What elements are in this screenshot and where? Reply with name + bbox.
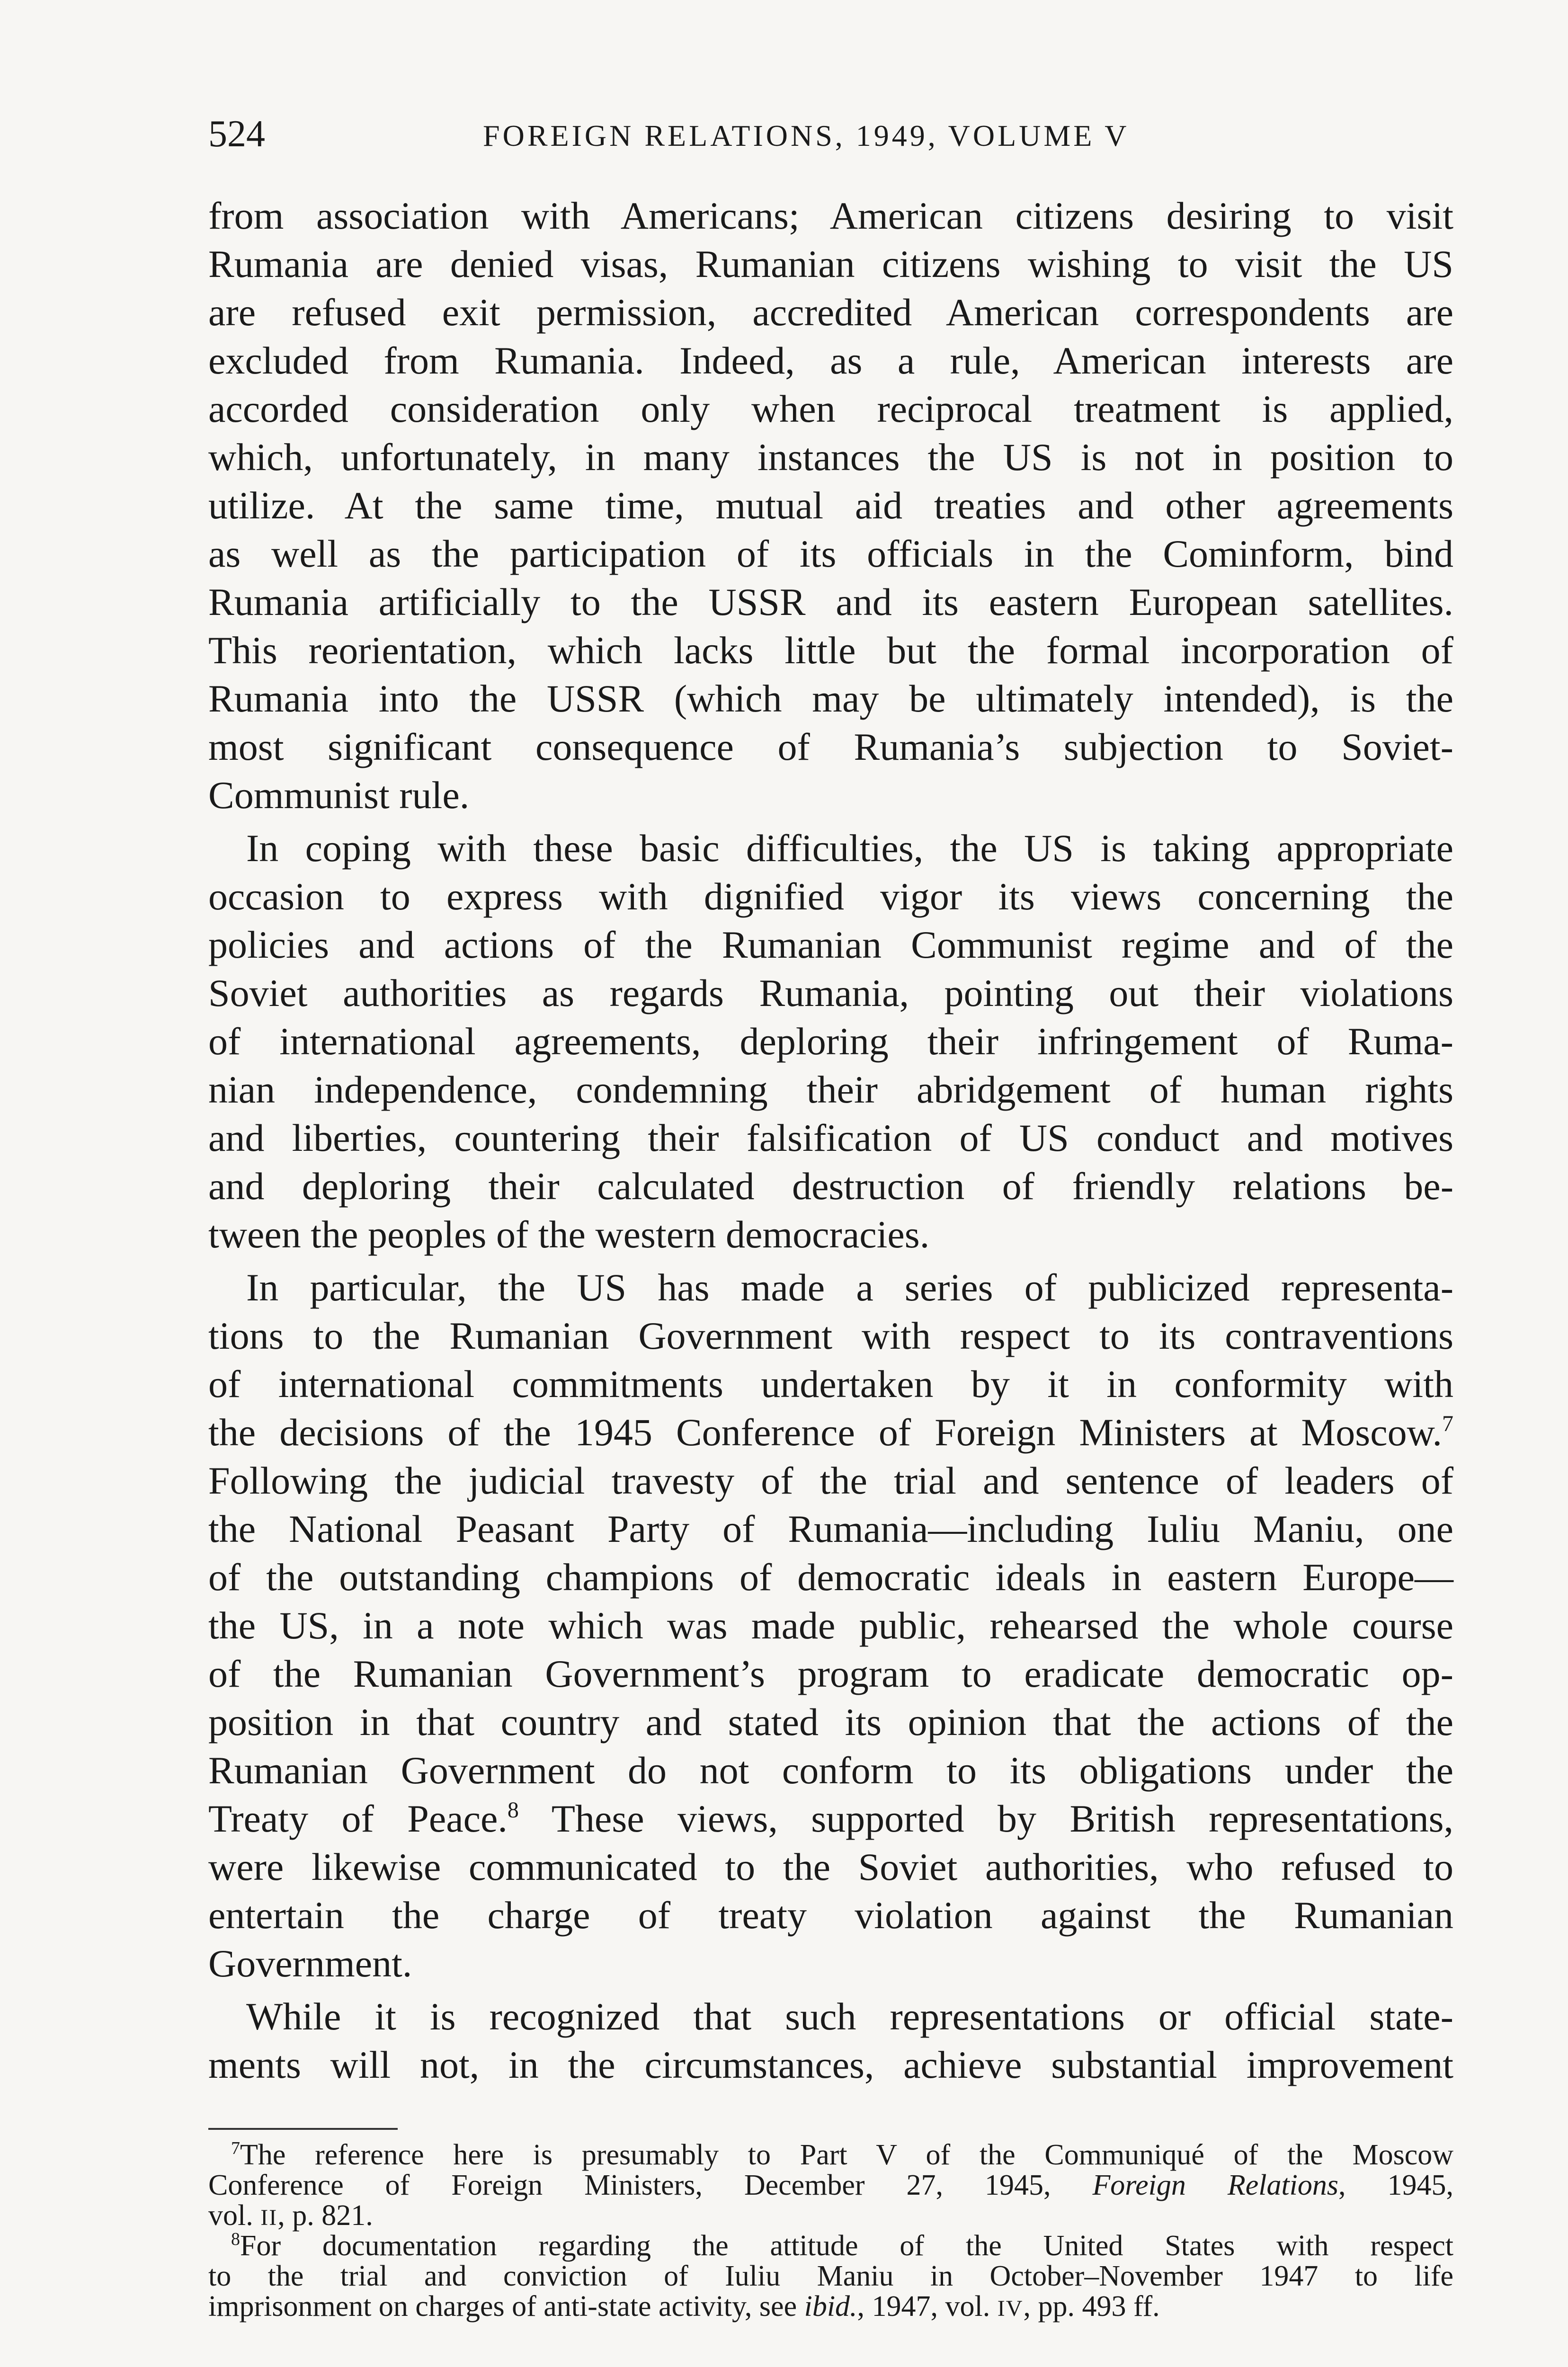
footnote-text: , pp. 493 ff.: [1023, 2290, 1160, 2323]
footnote-text: Conference of Foreign Ministers, December 27, 1945,: [208, 2169, 1093, 2201]
text-line: and liberties, countering their falsification of US conduct and motives: [208, 1116, 1453, 1159]
paragraph-2: [208, 824, 1453, 1259]
paragraph-1: [208, 192, 1453, 819]
text-line: from association with Americans; American citizens desiring to visit: [208, 194, 1453, 237]
text-line: utilize. At the same time, mutual aid treaties and other agreements: [208, 484, 1453, 527]
text-line: and deploring their calculated destruction of friendly relations be-: [208, 1165, 1453, 1208]
footnote-ref-7[interactable]: 7: [1442, 1411, 1453, 1436]
text-line: nian independence, condemning their abridgement of human rights: [208, 1068, 1453, 1111]
footnote-text: imprisonment on charges of anti-state activity, see: [208, 2290, 804, 2323]
footnote-8: [208, 2231, 1453, 2322]
footnote-text: , 1945,: [1338, 2169, 1454, 2201]
text-line: occasion to express with dignified vigor its views concerning the: [208, 875, 1453, 918]
text-line: Rumania into the USSR (which may be ultimately intended), is the: [208, 677, 1453, 720]
text-line: of international commitments undertaken by it in conformity with: [208, 1362, 1453, 1406]
footnote-text: The reference here is presumably to Part V of the Communiqué of the Moscow: [240, 2139, 1453, 2171]
text-line: are refused exit permission, accredited American correspondents are: [208, 291, 1453, 334]
text-line: Rumania artificially to the USSR and its eastern European satellites.: [208, 580, 1453, 623]
footnote-divider: [208, 2128, 398, 2130]
text-line: In coping with these basic difficulties, the US is taking appropriate: [246, 827, 1453, 870]
text-line: Rumanian Government do not conform to its obligations under the: [208, 1749, 1453, 1792]
footnote-text: vol.: [208, 2199, 261, 2232]
footnote-line: [208, 2140, 1453, 2170]
text-line: Following the judicial travesty of the trial and sentence of leaders of: [208, 1459, 1453, 1502]
footnote-line: to the trial and conviction of Iuliu Maniu in October–November 1947 to life: [208, 2260, 1453, 2292]
text-line: This reorientation, which lacks little but the formal incorporation of: [208, 629, 1453, 672]
footnote-volume: IV: [997, 2296, 1024, 2321]
text-line: ments will not, in the circumstances, achieve substantial improvement: [208, 2043, 1453, 2086]
footnote-line: [208, 2291, 1453, 2322]
footnote-7: [208, 2140, 1453, 2231]
text-line: Communist rule.: [208, 774, 470, 817]
footnote-ibid: ibid.: [804, 2290, 857, 2323]
text-line: excluded from Rumania. Indeed, as a rule, American interests are: [208, 339, 1453, 382]
text-line-part: Treaty of Peace.: [208, 1797, 508, 1840]
text-line: of international agreements, deploring their infringement of Ruma-: [208, 1020, 1453, 1063]
footnote-text: , 1947, vol.: [857, 2290, 998, 2323]
text-line: the National Peasant Party of Rumania—including Iuliu Maniu, one: [208, 1507, 1453, 1550]
text-line: [208, 1795, 1453, 1843]
text-line-part: the decisions of the 1945 Conference of Foreign Ministers at Moscow.: [208, 1411, 1442, 1454]
footnote-line: [208, 2170, 1453, 2200]
text-line: While it is recognized that such representations or official state-: [246, 1995, 1453, 2038]
footnote-mark: 8: [231, 2229, 240, 2249]
text-line: [208, 1408, 1453, 1457]
footnote-title: Foreign Relations: [1092, 2169, 1339, 2201]
text-line: of the Rumanian Government’s program to eradicate democratic op-: [208, 1652, 1453, 1695]
text-line: policies and actions of the Rumanian Communist regime and of the: [208, 923, 1453, 966]
footnote-ref-8[interactable]: 8: [507, 1797, 519, 1823]
footnote-line: [208, 2200, 1453, 2231]
body-text: [208, 192, 1453, 2089]
footnotes: [208, 2140, 1453, 2322]
text-line: were likewise communicated to the Soviet authorities, who refused to: [208, 1845, 1453, 1888]
text-line: Soviet authorities as regards Rumania, pointing out their violations: [208, 971, 1453, 1014]
footnote-volume: II: [260, 2205, 278, 2230]
text-line: most significant consequence of Rumania’s subjection to Soviet-: [208, 725, 1453, 768]
text-line-part: These views, supported by British representations,: [518, 1797, 1453, 1840]
text-line: tions to the Rumanian Government with respect to its contraventions: [208, 1314, 1453, 1357]
footnote-text: For documentation regarding the attitude of the United States with respect: [240, 2230, 1453, 2262]
text-line: Rumania are denied visas, Rumanian citizens wishing to visit the US: [208, 242, 1453, 285]
text-line: In particular, the US has made a series of publicized representa-: [246, 1266, 1453, 1309]
text-line: as well as the participation of its officials in the Cominform, bind: [208, 532, 1453, 575]
footnote-text: , p. 821.: [277, 2199, 373, 2232]
page-number: 524: [208, 113, 265, 155]
paragraph-3: [208, 1264, 1453, 1988]
text-line: accorded consideration only when reciprocal treatment is applied,: [208, 387, 1453, 430]
page-header: [208, 108, 1453, 160]
text-line: of the outstanding champions of democratic ideals in eastern Europe—: [208, 1556, 1453, 1599]
footnote-mark: 7: [231, 2138, 240, 2158]
paragraph-4: [208, 1993, 1453, 2089]
text-line: entertain the charge of treaty violation against the Rumanian: [208, 1894, 1453, 1937]
footnote-line: [208, 2231, 1453, 2261]
text-line: the US, in a note which was made public, rehearsed the whole course: [208, 1604, 1453, 1647]
text-line: tween the peoples of the western democracies.: [208, 1213, 930, 1256]
text-line: Government.: [208, 1942, 412, 1985]
text-line: which, unfortunately, in many instances the US is not in position to: [208, 436, 1453, 479]
text-line: position in that country and stated its opinion that the actions of the: [208, 1700, 1453, 1744]
running-head: FOREIGN RELATIONS, 1949, VOLUME V: [483, 119, 1130, 152]
